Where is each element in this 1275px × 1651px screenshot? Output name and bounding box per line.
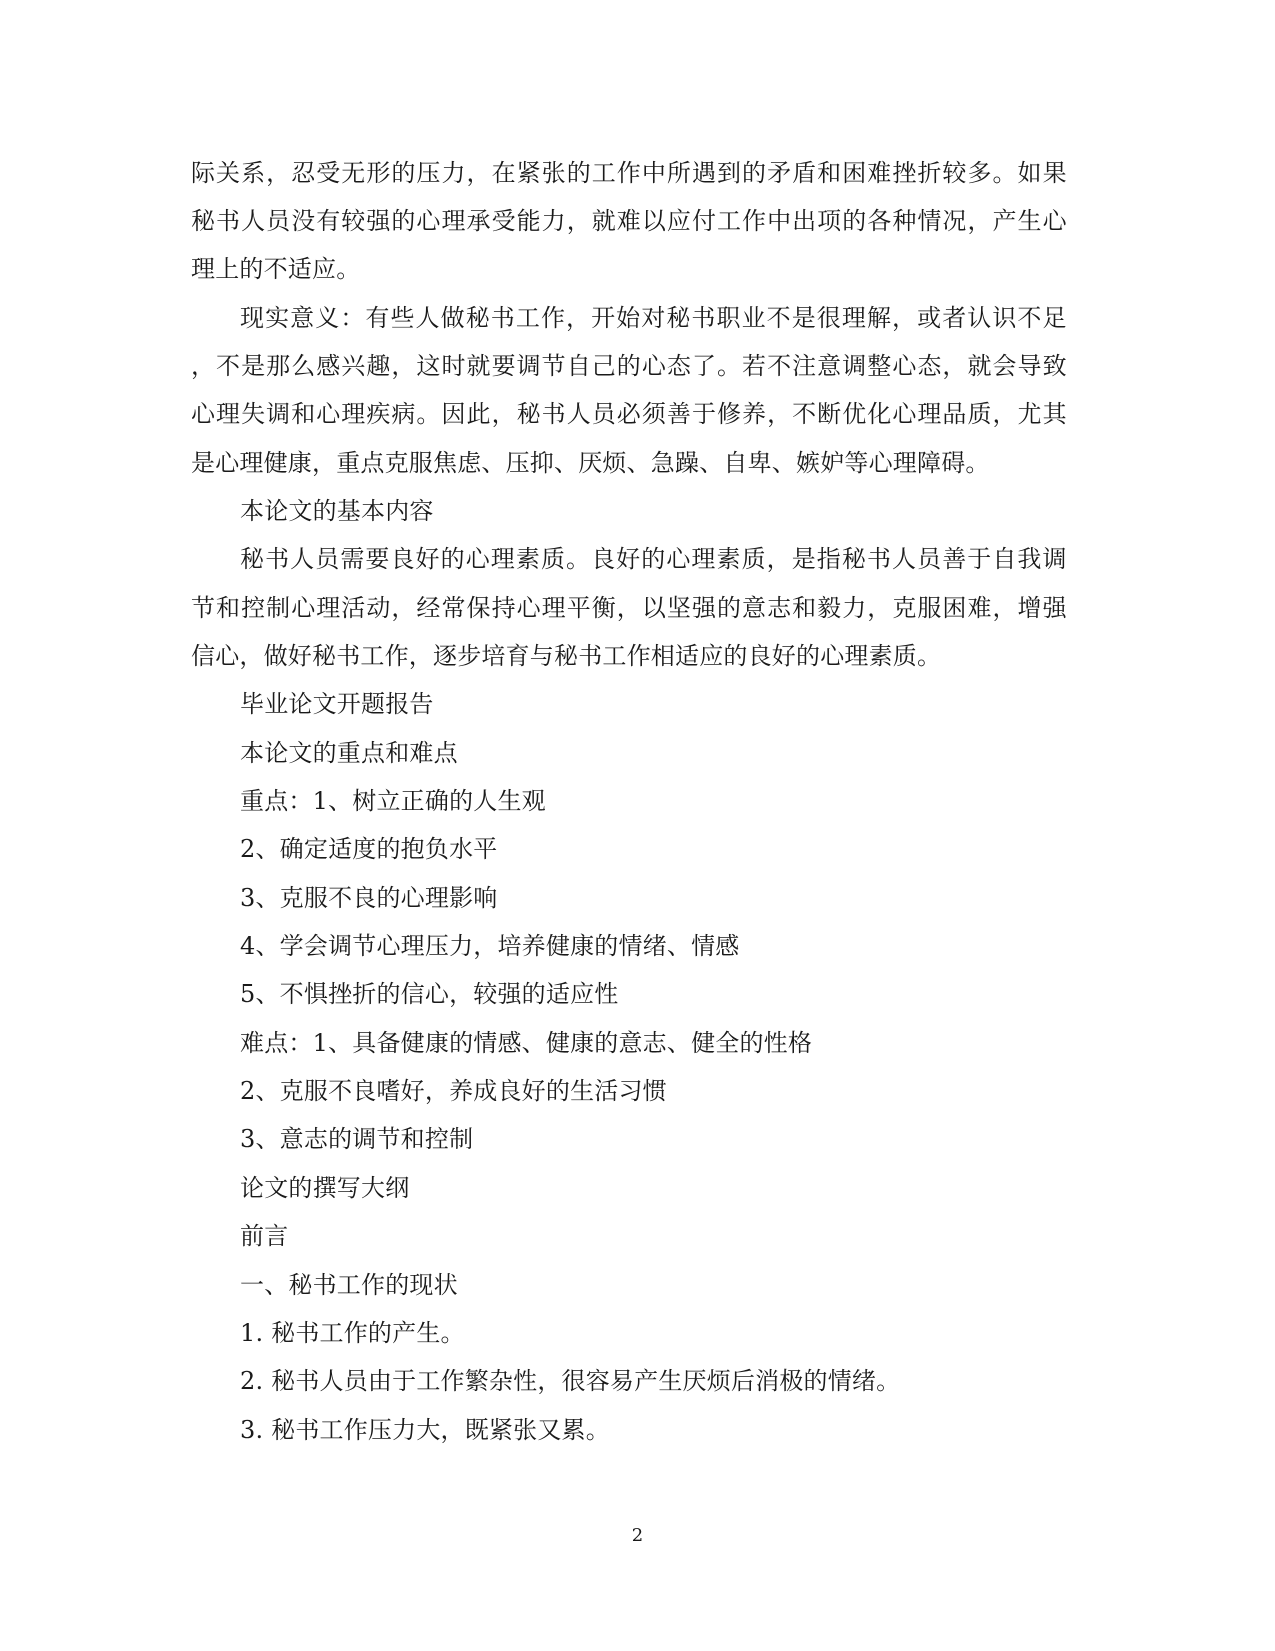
list-item: 难点：1、具备健康的情感、健康的意志、健全的性格 <box>240 1029 813 1057</box>
section-heading: 本论文的重点和难点 <box>240 739 458 767</box>
list-item: 5、不惧挫折的信心，较强的适应性 <box>240 980 619 1008</box>
paragraph-line: 节 和 控 制 心 理 活 动 ， 经 常 保 持 心 理 平 衡 ， 以 坚 强 的 意 志 和 毅 力 ， 克 服 困 难 ， 增 强 <box>191 594 1067 622</box>
list-item: 2、克服不良嗜好，养成良好的生活习惯 <box>240 1077 667 1105</box>
list-item: 3. 秘书工作压力大，既紧张又累。 <box>240 1416 610 1444</box>
paragraph-line: 是心理健康，重点克服焦虑、压抑、厌烦、急躁、自卑、嫉妒等心理障碍。 <box>191 449 990 477</box>
list-item: 3、意志的调节和控制 <box>240 1125 474 1153</box>
section-heading: 本论文的基本内容 <box>240 497 434 525</box>
paragraph-line: 秘 书 人 员 没 有 较 强 的 心 理 承 受 能 力 ， 就 难 以 应 付 工 作 中 出 项 的 各 种 情 况 ， 产 生 心 <box>191 207 1067 235</box>
paragraph-line: 秘 书 人 员 需 要 良 好 的 心 理 素 质 。 良 好 的 心 理 素 质 ， 是 指 秘 书 人 员 善 于 自 我 调 <box>240 545 1067 573</box>
section-heading: 论文的撰写大纲 <box>240 1174 410 1202</box>
paragraph-line: 心 理 失 调 和 心 理 疾 病 。 因 此 ， 秘 书 人 员 必 须 善 于 修 养 ， 不 断 优 化 心 理 品 质 ， 尤 其 <box>191 400 1067 428</box>
list-item: 重点：1、树立正确的人生观 <box>240 787 546 815</box>
section-heading: 前言 <box>240 1222 289 1250</box>
list-item: 4、学会调节心理压力，培养健康的情绪、情感 <box>240 932 740 960</box>
section-heading: 一、秘书工作的现状 <box>240 1271 458 1299</box>
paragraph-line: 际 关 系 ， 忍 受 无 形 的 压 力 ， 在 紧 张 的 工 作 中 所 遇 到 的 矛 盾 和 困 难 挫 折 较 多 。 如 果 <box>191 159 1067 187</box>
list-item: 3、克服不良的心理影响 <box>240 884 498 912</box>
paragraph-line: 信心，做好秘书工作，逐步培育与秘书工作相适应的良好的心理素质。 <box>191 642 942 670</box>
paragraph-line: 理上的不适应。 <box>191 255 361 283</box>
paragraph-line: 现 实 意 义 ： 有 些 人 做 秘 书 工 作 ， 开 始 对 秘 书 职 业 不 是 很 理 解 ， 或 者 认 识 不 足 <box>240 304 1067 332</box>
page-number: 2 <box>631 1525 644 1546</box>
list-item: 1. 秘书工作的产生。 <box>240 1319 465 1347</box>
paragraph-line: ， 不 是 那 么 感 兴 趣 ， 这 时 就 要 调 节 自 己 的 心 态 了 。 若 不 注 意 调 整 心 态 ， 就 会 导 致 <box>191 352 1067 380</box>
list-item: 2. 秘书人员由于工作繁杂性，很容易产生厌烦后消极的情绪。 <box>240 1367 901 1395</box>
section-heading: 毕业论文开题报告 <box>240 690 434 718</box>
list-item: 2、确定适度的抱负水平 <box>240 835 498 863</box>
